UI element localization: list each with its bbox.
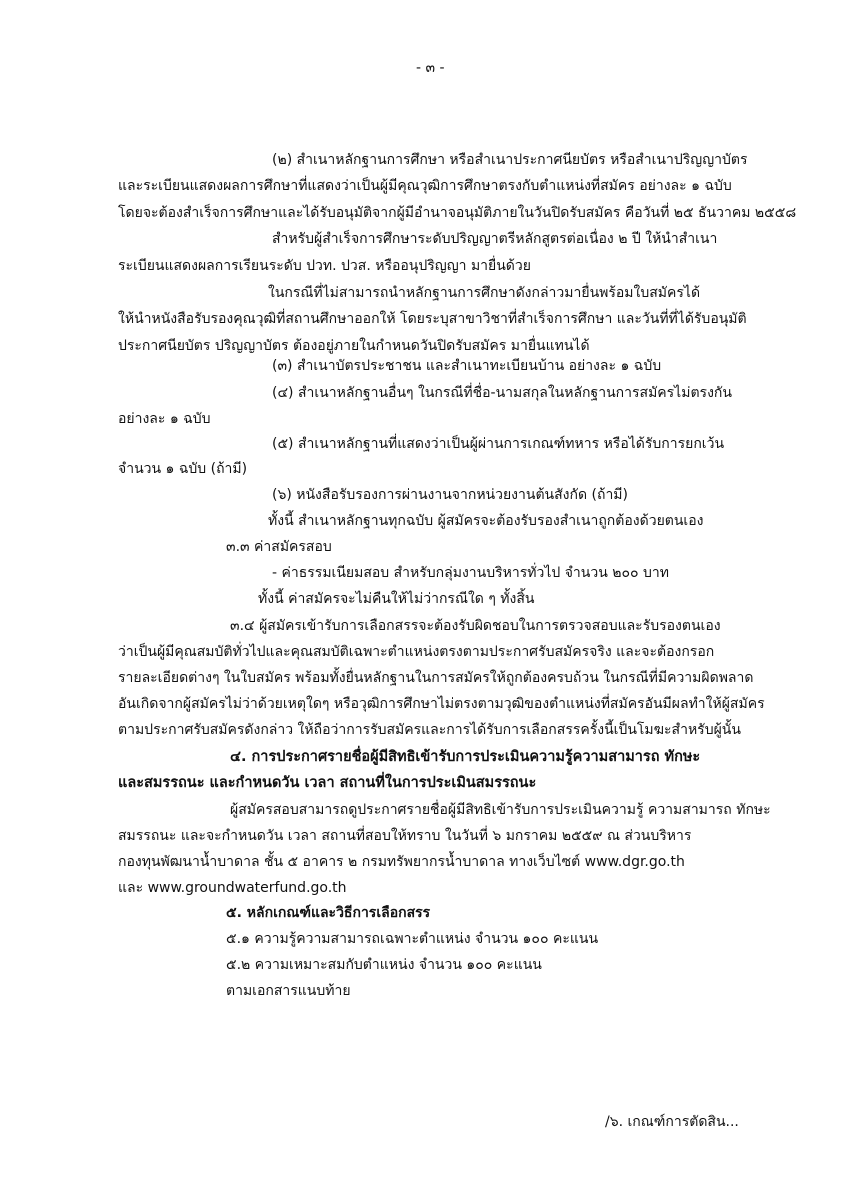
list-item: ๕.๒ ความเหมาะสมกับตำแหน่ง จำนวน ๑๐๐ คะแนน xyxy=(226,957,542,973)
section-heading: และสมรรถนะ และกำหนดวัน เวลา สถานที่ในการประเมินสมรรถนะ xyxy=(118,775,537,791)
paragraph-line: รายละเอียดต่างๆ ในใบสมัคร พร้อมทั้งยื่นหลักฐานในการสมัครให้ถูกต้องครบถ้วน ในกรณีที่มีความผิดพลาด xyxy=(118,670,754,686)
paragraph-line: ๓.๔ ผู้สมัครเข้ารับการเลือกสรรจะต้องรับผิดชอบในการตรวจสอบและรับรองตนเอง xyxy=(230,618,721,634)
paragraph-line: ทั้งนี้ ค่าสมัครจะไม่คืนให้ไม่ว่ากรณีใด ๆ ทั้งสิ้น xyxy=(258,591,535,607)
paragraph-line: ตามประกาศรับสมัครดังกล่าว ให้ถือว่าการรับสมัครและการได้รับการเลือกสรรครั้งนี้เป็นโมฆะสำหรับผู้นั้น xyxy=(118,722,741,738)
paragraph-line: กองทุนพัฒนาน้ำบาดาล ชั้น ๕ อาคาร ๒ กรมทรัพยากรน้ำบาดาล ทางเว็บไซต์ www.dgr.go.th xyxy=(118,854,685,870)
section-heading: ๔. การประกาศรายชื่อผู้มีสิทธิเข้ารับการประเมินความรู้ความสามารถ ทักษะ xyxy=(230,749,701,765)
paragraph-line: จำนวน ๑ ฉบับ (ถ้ามี) xyxy=(118,461,248,477)
list-item: ๕.๑ ความรู้ความสามารถเฉพาะตำแหน่ง จำนวน ๑๐๐ คะแนน xyxy=(226,931,599,947)
list-item: (๖) หนังสือรับรองการผ่านงานจากหน่วยงานต้นสังกัด (ถ้ามี) xyxy=(272,487,629,503)
paragraph-line: สมรรถนะ และจะกำหนดวัน เวลา สถานที่สอบให้ทราบ ในวันที่ ๖ มกราคม ๒๕๕๙ ณ ส่วนบริหาร xyxy=(118,828,692,844)
section-heading: ๕. หลักเกณฑ์และวิธีการเลือกสรร xyxy=(226,905,431,921)
subsection-heading: ๓.๓ ค่าสมัครสอบ xyxy=(226,539,332,555)
page-footer-continuation: /๖. เกณฑ์การตัดสิน... xyxy=(605,1114,739,1130)
paragraph-line: สำหรับผู้สำเร็จการศึกษาระดับปริญญาตรีหลักสูตรต่อเนื่อง ๒ ปี ให้นำสำเนา xyxy=(272,231,718,247)
paragraph-line: และ www.groundwaterfund.go.th xyxy=(118,880,347,896)
paragraph-line: ทั้งนี้ สำเนาหลักฐานทุกฉบับ ผู้สมัครจะต้องรับรองสำเนาถูกต้องด้วยตนเอง xyxy=(268,513,704,529)
paragraph-line: ในกรณีที่ไม่สามารถนำหลักฐานการศึกษาดังกล่าวมายื่นพร้อมใบสมัครได้ xyxy=(268,285,701,301)
list-item: (๓) สำเนาบัตรประชาชน และสำเนาทะเบียนบ้าน อย่างละ ๑ ฉบับ xyxy=(272,358,662,374)
paragraph-line: อันเกิดจากผู้สมัครไม่ว่าด้วยเหตุใดๆ หรือวุฒิการศึกษาไม่ตรงตามวุฒิของตำแหน่งที่สมัครอันมีผลทำให้ผู้สมัคร xyxy=(118,696,765,712)
paragraph-line: และระเบียนแสดงผลการศึกษาที่แสดงว่าเป็นผู้มีคุณวุฒิการศึกษาตรงกับตำแหน่งที่สมัคร อย่างละ ๑ ฉบับ xyxy=(118,178,732,194)
list-item: - ค่าธรรมเนียมสอบ สำหรับกลุ่มงานบริหารทั่วไป จำนวน ๒๐๐ บาท xyxy=(272,565,669,581)
paragraph-line: อย่างละ ๑ ฉบับ xyxy=(118,411,211,427)
paragraph-line: โดยจะต้องสำเร็จการศึกษาและได้รับอนุมัติจากผู้มีอำนาจอนุมัติภายในวันปิดรับสมัคร คือวันที่ ๒๕ ธันวาคม ๒๕๕๘ xyxy=(118,205,797,221)
paragraph-line: ระเบียนแสดงผลการเรียนระดับ ปวท. ปวส. หรืออนุปริญญา มายื่นด้วย xyxy=(118,258,531,274)
paragraph-line: ว่าเป็นผู้มีคุณสมบัติทั่วไปและคุณสมบัติเฉพาะตำแหน่งตรงตามประกาศรับสมัครจริง และจะต้องกรอก xyxy=(118,644,715,660)
list-item: (๕) สำเนาหลักฐานที่แสดงว่าเป็นผู้ผ่านการเกณฑ์ทหาร หรือได้รับการยกเว้น xyxy=(272,436,725,452)
paragraph-line: ผู้สมัครสอบสามารถดูประกาศรายชื่อผู้มีสิทธิเข้ารับการประเมินความรู้ ความสามารถ ทักษะ xyxy=(230,802,771,818)
paragraph-line: ตามเอกสารแนบท้าย xyxy=(226,983,351,999)
paragraph-line: (๒) สำเนาหลักฐานการศึกษา หรือสำเนาประกาศนียบัตร หรือสำเนาปริญญาบัตร xyxy=(272,152,748,168)
list-item: (๔) สำเนาหลักฐานอื่นๆ ในกรณีที่ชื่อ-นามสกุลในหลักฐานการสมัครไม่ตรงกัน xyxy=(272,385,732,401)
paragraph-line: ประกาศนียบัตร ปริญญาบัตร ต้องอยู่ภายในกำหนดวันปิดรับสมัคร มายื่นแทนได้ xyxy=(118,338,590,354)
page-number: - ๓ - xyxy=(416,60,445,76)
paragraph-line: ให้นำหนังสือรับรองคุณวุฒิที่สถานศึกษาออกให้ โดยระบุสาขาวิชาที่สำเร็จการศึกษา และวันที่ที่ได้รับอนุมัติ xyxy=(118,311,747,327)
